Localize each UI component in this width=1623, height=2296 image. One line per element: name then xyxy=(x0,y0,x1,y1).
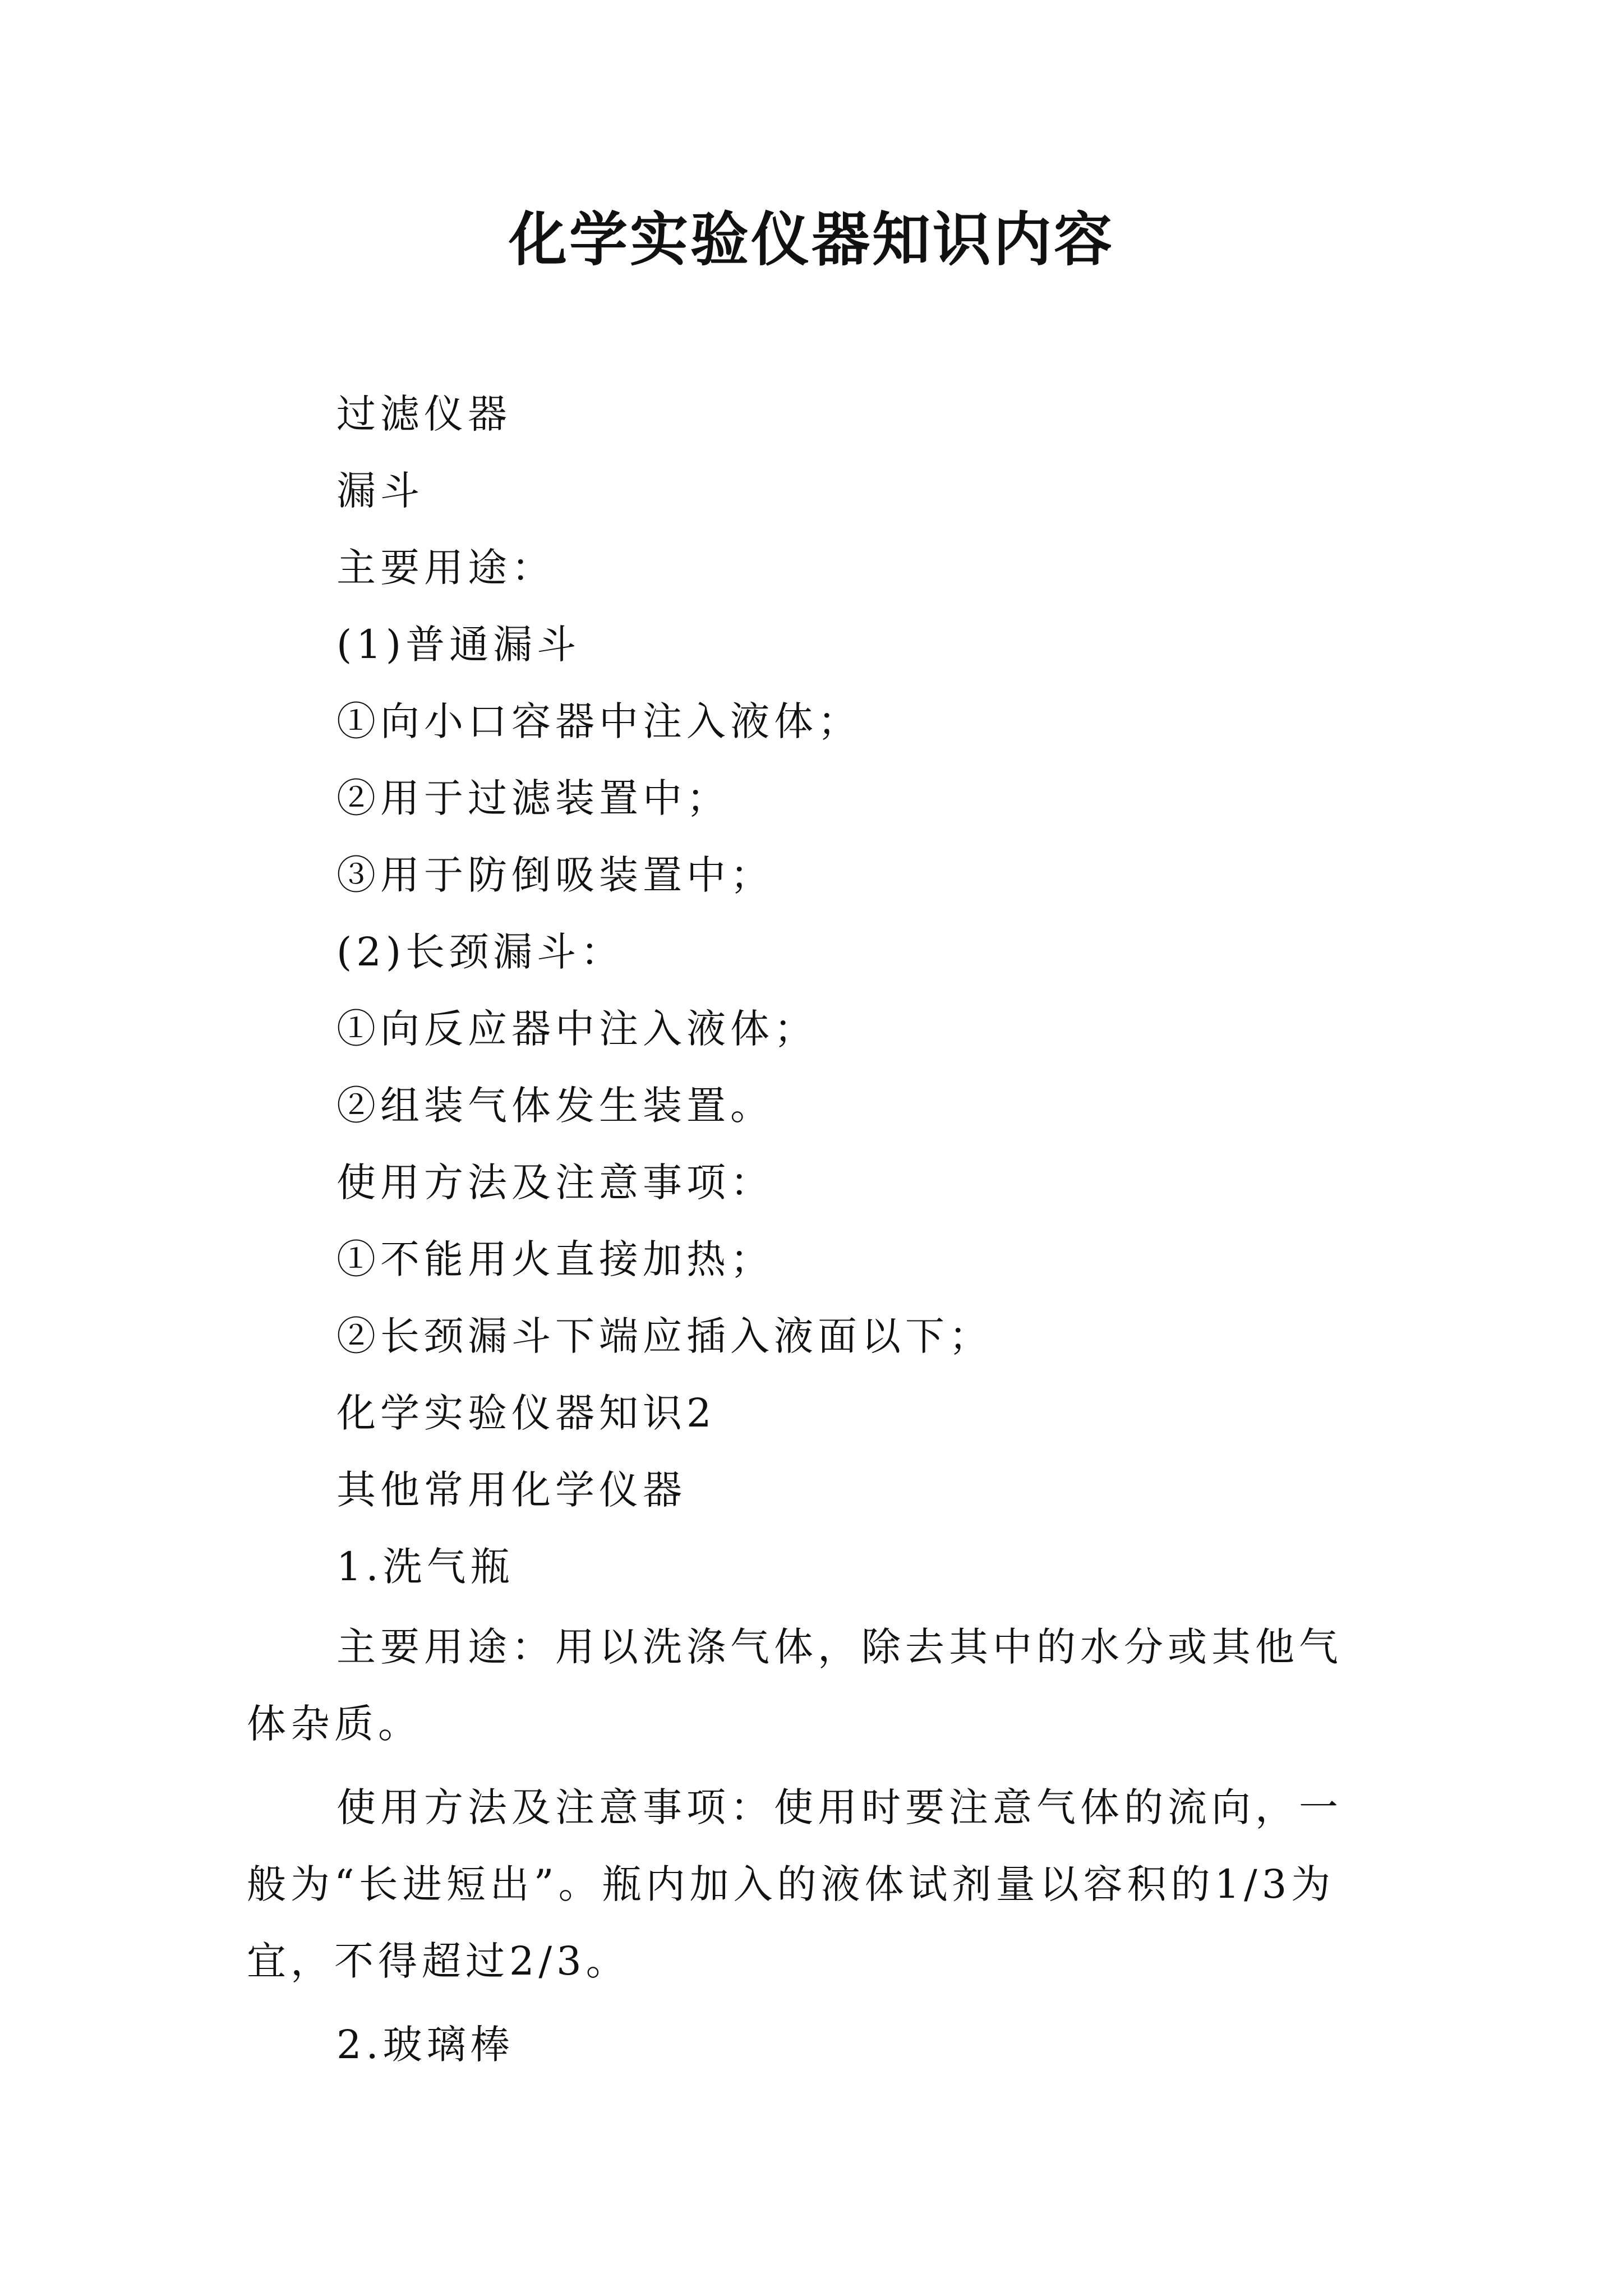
text-line: 1.洗气瓶 xyxy=(336,1544,514,1590)
text-line: ②用于过滤装置中； xyxy=(336,775,730,821)
text-line: ②组装气体发生装置。 xyxy=(336,1083,774,1129)
text-line: 漏斗 xyxy=(336,468,424,514)
text-line: ②长颈漏斗下端应插入液面以下； xyxy=(336,1313,993,1359)
document-title: 化学实验仪器知识内容 xyxy=(508,205,1114,274)
text-line: 其他常用化学仪器 xyxy=(336,1467,686,1513)
text-line: ①不能用火直接加热； xyxy=(336,1236,774,1282)
text-line: 主要用途： xyxy=(336,545,555,591)
text-line: (1)普通漏斗 xyxy=(336,622,581,668)
text-line: 化学实验仪器知识2 xyxy=(336,1390,716,1436)
text-line: ①向小口容器中注入液体； xyxy=(336,698,861,744)
text-line: (2)长颈漏斗： xyxy=(336,929,625,975)
paragraph-main-use: 主要用途：用以洗涤气体，除去其中的水分或其他气体杂质。 xyxy=(247,1624,1343,1747)
text-line: 2.玻璃棒 xyxy=(336,2022,514,2068)
text-line: 过滤仪器 xyxy=(336,391,511,437)
document-body xyxy=(247,376,1380,2083)
text-line: 使用方法及注意事项： xyxy=(336,1159,774,1205)
text-line: ③用于防倒吸装置中； xyxy=(336,852,774,898)
text-line: ①向反应器中注入液体； xyxy=(336,1006,818,1052)
paragraph-usage-notes: 使用方法及注意事项：使用时要注意气体的流向，一般为“长进短出”。瓶内加入的液体试剂量以容积的1/3为宜，不得超过2/3。 xyxy=(247,1784,1343,1984)
